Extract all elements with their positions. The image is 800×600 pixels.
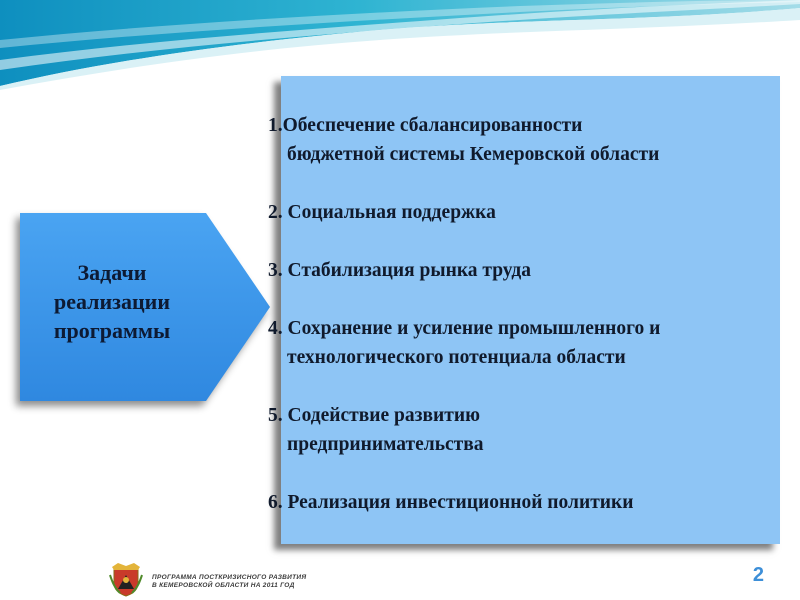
tasks-list: [268, 111, 788, 517]
arrow-title: Задачи реализации программы: [53, 260, 171, 343]
page-number: 2: [752, 564, 764, 586]
footer-line: ПРОГРАММА ПОСТКРИЗИСНОГО РАЗВИТИЯ: [152, 574, 307, 581]
kemerovo-coat-of-arms-icon: [108, 561, 144, 597]
task-title: 4. Сохранение и усиление промышленного и: [268, 318, 661, 339]
task-item: [268, 198, 788, 227]
task-item: [268, 314, 788, 372]
task-title-continued: бюджетной системы Кемеровской области: [287, 144, 660, 165]
task-title-continued: предпринимательства: [287, 434, 484, 455]
task-title: 1.Обеспечение сбалансированности: [268, 115, 583, 136]
task-item: [268, 488, 788, 517]
footer-caption: [152, 574, 306, 590]
footer-line: В КЕМЕРОВСКОЙ ОБЛАСТИ НА 2011 ГОД: [152, 582, 295, 589]
task-title: 5. Содействие развитию: [268, 405, 480, 426]
task-item: [268, 401, 788, 459]
task-title: 3. Стабилизация рынка труда: [268, 260, 531, 281]
task-title: 2. Социальная поддержка: [268, 202, 496, 223]
task-title-continued: технологического потенциала области: [287, 347, 626, 368]
task-title: 6. Реализация инвестиционной политики: [268, 492, 634, 513]
task-item: [268, 256, 788, 285]
task-item: [268, 111, 788, 169]
